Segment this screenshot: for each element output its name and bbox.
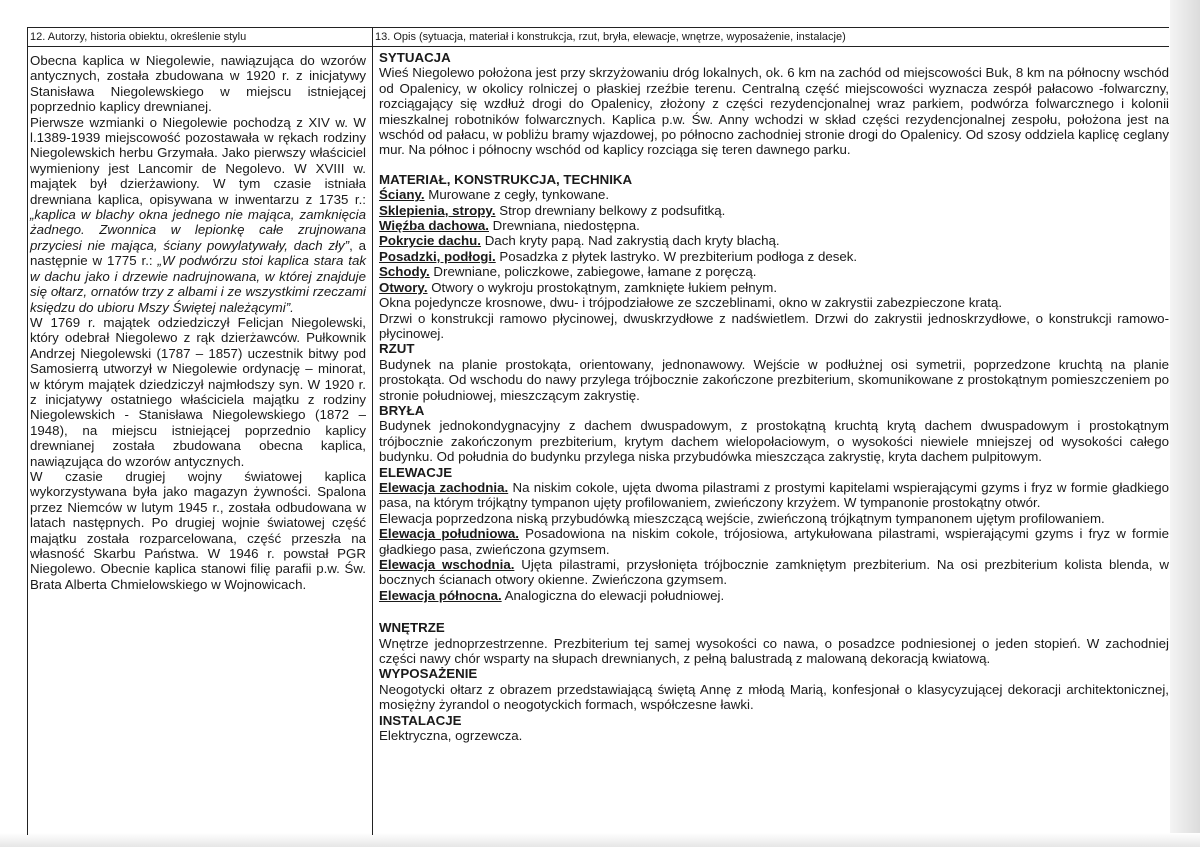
section-title-bryla: BRYŁA — [379, 402, 425, 418]
section-title-wyposazenie: WYPOSAŻENIE — [379, 666, 478, 682]
elevation-north — [379, 588, 1169, 603]
material-item-label: Otwory. — [379, 279, 428, 295]
right-column-header: 13. Opis (sytuacja, materiał i konstrukcja, rzut, bryła, elewacje, wnętrze, wyposażenie, instalacje) — [375, 31, 846, 43]
material-item — [379, 218, 1169, 233]
history-column — [30, 53, 366, 592]
left-column-header: 12. Autorzy, historia obiektu, określenie stylu — [30, 31, 247, 43]
section-text-wyposazenie: Neogotycki ołtarz z obrazem przedstawiającą świętą Annę z młodą Marią, konfesjonał o klasycyzującej dekoracji architektonicznej, mosiężny żyrandol o neogotyckich formach, współczesne ławki. — [379, 681, 1169, 713]
elevation-east-text: Ujęta pilastrami, przysłonięta trójbocznie zamkniętym prezbiterium. Na osi prezbiterium kolista blenda, w bocznych ścianach otwory okienne. Zwieńczona gzymsem. — [379, 557, 1170, 588]
section-text-rzut: Budynek na planie prostokąta, orientowany, jednonawowy. Wejście w podłużnej osi symetrii, poprzedzone kruchtą na planie prostokąta. Od wschodu do nawy przylega trójbocznie zakończone prezbiterium, skomunikowane z prostokątnym pomieszczeniem po stronie południowej, mieszczącym zakrystię. — [379, 356, 1169, 403]
elevation-south-label: Elewacja południowa. — [379, 526, 519, 542]
windows-text: Okna pojedyncze krosnowe, dwu- i trójpodziałowe ze szczeblinami, okno w zakrystii zabezpieczone kratą. — [379, 295, 1003, 311]
material-item-text: Dach kryty papą. Nad zakrystią dach kryty blachą. — [481, 233, 780, 249]
elevation-south — [379, 526, 1169, 557]
document-form — [27, 27, 1169, 835]
material-item — [379, 233, 1169, 248]
section-title-instalacje: INSTALACJE — [379, 712, 462, 728]
inventory-quote-1775: „W podwórzu stoi kaplica stara tak w dachu jako i drzewie nadrujnowana, w której znajduje się ołtarz, ornatów trzy z albami i ze wszystkimi rzeczami księdzu do ubioru Mszy Świętej należącymi”. — [30, 253, 366, 315]
section-text-wnetrze: Wnętrze jednoprzestrzenne. Prezbiterium tej samej wysokości co nawa, o posadzce podniesionej o jeden stopień. W zachodniej części nawy chór wsparty na słupach drewnianych, z pełną balustradą z malowaną dekoracją kwiatową. — [379, 635, 1169, 667]
spacer — [379, 158, 1169, 172]
material-item-label: Więźba dachowa. — [379, 218, 489, 234]
section-text-bryla: Budynek jednokondygnacyjny z dachem dwuspadowym, z prostokątną kruchtą krytą dachem dwuspadowym i prostokątnym trójbocznie zakończonym prezbiterium, krytym dachem wielopołaciowym, o wysokości niewiele mniejszej od wysokości całego budynku. Od południa do budynku przylega niska przybudówka mieszcząca zakrystię, kryta dachem pulpitowym. — [379, 418, 1169, 465]
history-text: Pierwsze wzmianki o Niegolewie pochodzą z XIV w. W l.1389-1939 miejscowość pozostawała w rękach rodziny Niegolewskich herbu Grzymała. Jako pierwszy właściciel wymieniony jest Lancomir de Negolevo. W XVIII w. majątek był dzierżawiony. W tym czasie istniała drewniana kaplica, opisywana w inwentarzu z 1735 r.: — [30, 114, 366, 207]
history-paragraph-3: W 1769 r. majątek odziedziczył Felicjan Niegolewski, który odebrał Niegolewo z rąk dzierżawców. Pułkownik Andrzej Niegolewski (1787 – 1857) uczestnik bitwy pod Samosierrą utworzył w Niegolewie ordynację – minorat, w którym majątek dziedziczył najmłodszy syn. W 1920 r. z inicjatywy ostatniego właściciela majątku z rodziny Niegolewskich - Stanisława Niegolewskiego (1872 – 1948), na miejscu istniejącej poprzednio kaplicy drewnianej została zbudowana obecna kaplica, nawiązująca do wzorów antycznych. — [30, 314, 366, 469]
section-title-sytuacja: SYTUACJA — [379, 50, 451, 65]
material-item-text: Drewniana, niedostępna. — [488, 218, 640, 234]
material-item-label: Schody. — [379, 264, 430, 280]
history-paragraph-4: W czasie drugiej wojny światowej kaplica wykorzystywana była jako magazyn żywności. Spalona przez Niemców w lutym 1945 r., została odbudowana w latach następnych. Po drugiej wojnie światowej część majątku została rozparcelowana, część przeszła na własność Skarbu Państwa. W 1946 r. powstał PGR Niegolewo. Obecnie kaplica stanowi filię parafii p.w. Św. Brata Alberta Chmielowskiego w Wojnowicach. — [30, 468, 366, 592]
spacer — [379, 603, 1169, 620]
section-title-elewacje: ELEWACJE — [379, 464, 453, 480]
scan-edge-right — [1170, 0, 1200, 847]
history-paragraph-1: Obecna kaplica w Niegolewie, nawiązująca do wzorów antycznych, została zbudowana w 1920 r. z inicjatywy Stanisława Niegolewskiego w miejscu istniejącej poprzednio kaplicy drewnianej. — [30, 53, 366, 115]
section-title-wnetrze: WNĘTRZE — [379, 620, 445, 636]
material-item-label: Ściany. — [379, 187, 425, 203]
material-item — [379, 187, 1169, 202]
doors-text: Drzwi o konstrukcji ramowo płycinowej, dwuskrzydłowe z nadświetlem. Drzwi do zakrystii jednoskrzydłowe, o konstrukcji ramowo-płycinowej. — [379, 310, 1169, 341]
section-title-rzut: RZUT — [379, 341, 415, 357]
material-item-label: Pokrycie dachu. — [379, 233, 481, 249]
material-item — [379, 280, 1169, 295]
elevation-west-label: Elewacja zachodnia. — [379, 479, 509, 495]
material-item-text: Drewniane, policzkowe, zabiegowe, łamane z poręczą. — [429, 264, 757, 280]
elevation-west-extra: Elewacja poprzedzona niską przybudówką mieszczącą wejście, zwieńczoną trójkątnym tympanonem ujętym profilowaniem. — [379, 510, 1105, 526]
material-item-label: Posadzki, podłogi. — [379, 248, 496, 264]
material-item — [379, 264, 1169, 279]
column-divider — [372, 27, 373, 835]
section-text-instalacje: Elektryczna, ogrzewcza. — [379, 728, 523, 744]
elevation-west-text: Na niskim cokole, ujęta dwoma pilastrami z prostymi kapitelami wspierającymi gzyms i fryz w formie gładkiego pasa, na którym trójkątny tympanon ujęty profilowaniem, zwieńczony krzyżem. W tympanonie prostokątny otwór. — [379, 479, 1169, 511]
inventory-quote-1735: „kaplica w blachy okna jednego nie mająca, zamknięcia żadnego. Zwonnica w lepionkę całe zrujnowana przyciesi nie mająca, ściany powylatywały, dach zły” — [30, 207, 366, 253]
section-text-sytuacja: Wieś Niegolewo położona jest przy skrzyżowaniu dróg lokalnych, ok. 6 km na zachód od miejscowości Buk, 8 km na północny wschód od Opalenicy, w okolicy rolniczej o płaskiej rzeźbie terenu. Centralną część miejscowości wyznacza zespół pałacowo -folwarczny, rozciągający się wzdłuż drogi do Opalenicy, złożony z części rezydencjonalnej wraz parkiem, podwórza folwarcznego i kolonii mieszkalnej robotników folwarcznych. Kaplica p.w. Św. Anny wchodzi w skład części rezydencjonalnej zespołu, położona jest na wschód od pałacu, w pobliżu bramy wjazdowej, po północno zachodniej stronie drogi do Opalenicy. Od szosy oddziela kaplicę ceglany mur. Na północ i północny wschód od kaplicy rozciąga się teren dawnego parku. — [379, 65, 1169, 158]
material-list — [379, 187, 1169, 295]
material-item-text: Otwory o wykroju prostokątnym, zamknięte łukiem pełnym. — [427, 279, 778, 295]
material-item — [379, 249, 1169, 264]
left-border — [27, 27, 28, 835]
history-paragraph-2 — [30, 115, 366, 315]
elevation-north-label: Elewacja północna. — [379, 587, 502, 603]
elevation-east — [379, 557, 1169, 588]
material-item — [379, 203, 1169, 218]
section-title-material: MATERIAŁ, KONSTRUKCJA, TECHNIKA — [379, 171, 633, 187]
scan-edge-bottom — [0, 833, 1200, 847]
material-item-text: Strop drewniany belkowy z podsufitką. — [495, 202, 726, 218]
material-item-label: Sklepienia, stropy. — [379, 202, 496, 218]
elevation-west — [379, 480, 1169, 511]
header-rule — [27, 46, 1169, 47]
elevation-south-text: Posadowiona na niskim cokole, trójosiowa, artykułowana pilastrami, wspierającymi gzyms i fryz w formie gładkiego pasa, zwieńczona gzymsem. — [379, 526, 1169, 557]
elevation-north-text: Analogiczna do elewacji południowej. — [501, 587, 725, 603]
history-text: , a następnie w 1775 r.: — [30, 237, 366, 269]
description-column — [379, 50, 1169, 743]
elevation-east-label: Elewacja wschodnia. — [379, 557, 515, 572]
material-item-text: Posadzka z płytek lastryko. W prezbiterium podłoga z desek. — [495, 248, 858, 264]
material-item-text: Murowane z cegły, tynkowane. — [424, 187, 610, 203]
top-rule — [27, 27, 1169, 28]
